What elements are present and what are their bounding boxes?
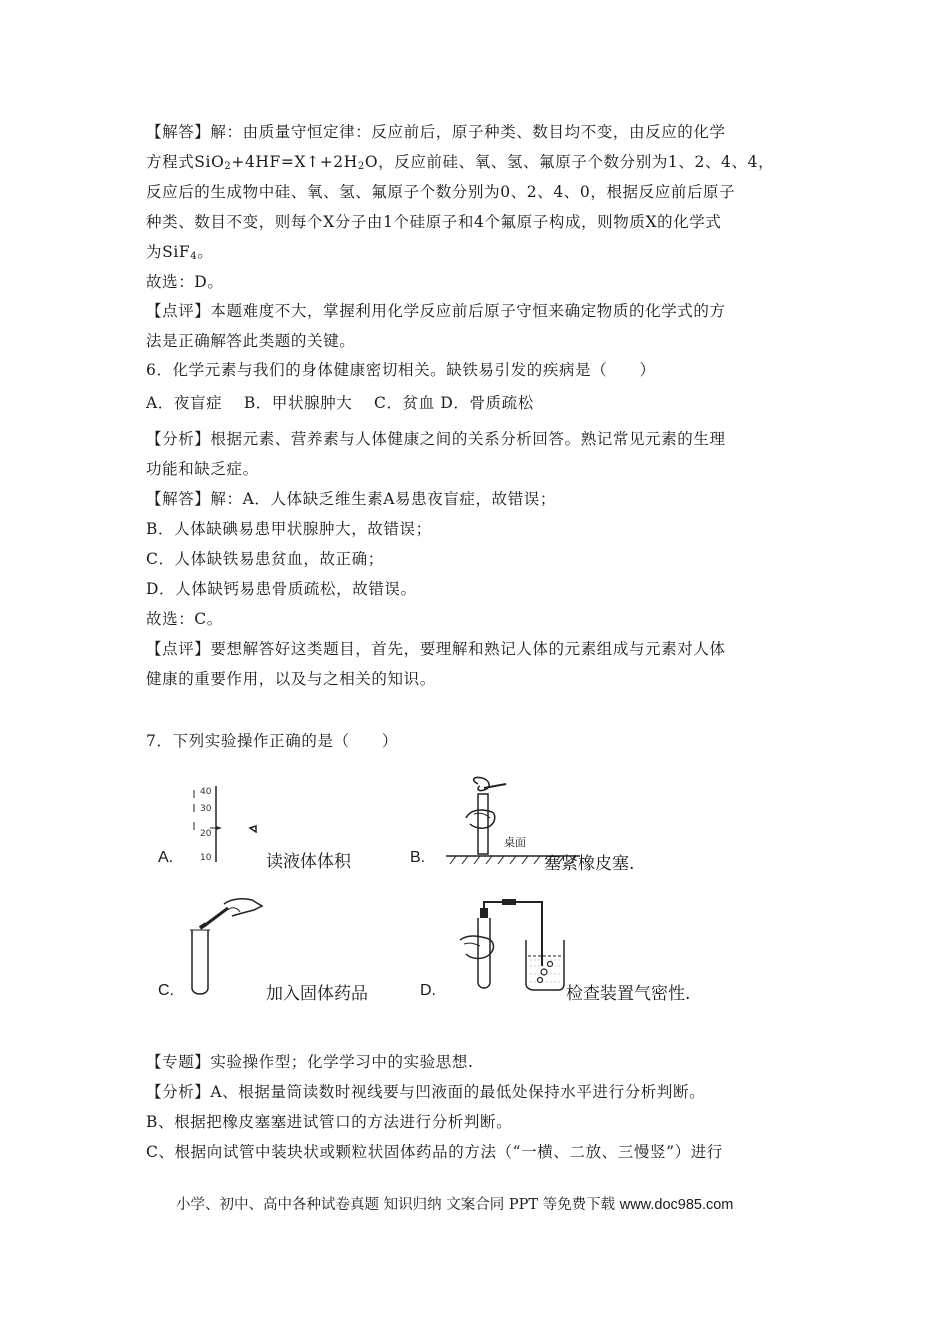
eq-tail: O，反应前硅、氧、氢、氟原子个数分别为1、2、4、4，	[364, 153, 775, 171]
answer-line-4: 种类、数目不变，则每个X分子由1个硅原子和4个氟原子构成，则物质X的化学式	[146, 213, 722, 231]
analysis-7-line-2: B、根据把橡皮塞塞进试管口的方法进行分析判断。	[146, 1113, 513, 1131]
option-b-letter: B.	[410, 849, 426, 866]
sif-end: 。	[197, 243, 214, 261]
comment-line-1: 【点评】本题难度不大，掌握利用化学反应前后原子守恒来确定物质的化学式的方	[146, 302, 726, 320]
adding-solid-figure	[186, 890, 276, 998]
analysis-6-line-2: 功能和缺乏症。	[146, 460, 259, 478]
answer-line-5	[146, 242, 213, 267]
page-footer	[176, 1193, 733, 1214]
tick-label-10: 10	[200, 853, 212, 863]
eq-sub-2: 2	[224, 161, 232, 172]
topic-line: 【专题】实验操作型；化学学习中的实验思想.	[146, 1053, 474, 1071]
sif-sub-4: 4	[190, 251, 198, 262]
option-c-letter: C.	[158, 982, 174, 999]
desk-label: 桌面	[504, 836, 526, 849]
answer-6-line-4: D．人体缺钙易患骨质疏松，故错误。	[146, 580, 417, 598]
analysis-7-line-3: C、根据向试管中装块状或颗粒状固体药品的方法（“一横、二放、三慢竖”）进行	[146, 1143, 723, 1161]
option-c-text: 加入固体药品	[266, 984, 368, 1004]
sif-prefix: 为SiF	[146, 243, 191, 261]
eq-prefix: 方程式SiO	[146, 153, 225, 171]
eq-sub-2b: 2	[357, 161, 365, 172]
tick-label-40: 40	[200, 787, 212, 797]
comment-6-line-2: 健康的重要作用，以及与之相关的知识。	[146, 670, 436, 688]
footer-text: 小学、初中、高中各种试卷真题 知识归纳 文案合同 PPT 等免费下载	[176, 1197, 616, 1213]
answer-6-line-2: B．人体缺碘易患甲状腺肿大，故错误；	[146, 520, 432, 538]
answer-line-1: 【解答】解：由质量守恒定律：反应前后，原子种类、数目均不变，由反应的化学	[146, 123, 726, 141]
choice-line-5: 故选：D。	[146, 273, 224, 291]
option-d-letter: D.	[420, 982, 436, 999]
footer-url[interactable]: www.doc985.com	[619, 1197, 734, 1213]
analysis-6-line-1: 【分析】根据元素、营养素与人体健康之间的关系分析回答。熟记常见元素的生理	[146, 430, 726, 448]
tick-label-20: 20	[200, 829, 212, 839]
tick-label-30: 30	[200, 804, 212, 814]
comment-6-line-1: 【点评】要想解答好这类题目，首先，要理解和熟记人体的元素组成与元素对人体	[146, 640, 726, 658]
option-d-text: 检查装置气密性.	[566, 984, 691, 1004]
comment-line-2: 法是正确解答此类题的关键。	[146, 332, 356, 350]
question-7: 7．下列实验操作正确的是（ ）	[146, 732, 398, 750]
question-6: 6．化学元素与我们的身体健康密切相关。缺铁易引发的疾病是（ ）	[146, 361, 656, 379]
option-a-letter: A.	[158, 849, 174, 866]
answer-6-line-1: 【解答】解：A．人体缺乏维生素A易患夜盲症，故错误；	[146, 490, 556, 508]
analysis-7-line-1: 【分析】A、根据量筒读数时视线要与凹液面的最低处保持水平进行分析判断。	[146, 1083, 706, 1101]
question-6-options: A．夜盲症 B．甲状腺肿大 C．贫血 D．骨质疏松	[146, 394, 534, 412]
answer-6-line-3: C．人体缺铁易患贫血，故正确；	[146, 550, 384, 568]
answer-line-3: 反应后的生成物中硅、氧、氢、氟原子个数分别为0、2、4、0，根据反应前后原子	[146, 183, 736, 201]
option-b-text: 塞紧橡皮塞.	[544, 854, 635, 874]
answer-line-2	[146, 152, 774, 177]
choice-line-6: 故选：C。	[146, 610, 223, 628]
airtightness-figure	[456, 896, 568, 996]
eq-mid: +4HF=X↑+2H	[231, 153, 358, 171]
graduated-cylinder-figure	[180, 782, 260, 868]
option-a-text: 读液体体积	[266, 852, 351, 872]
